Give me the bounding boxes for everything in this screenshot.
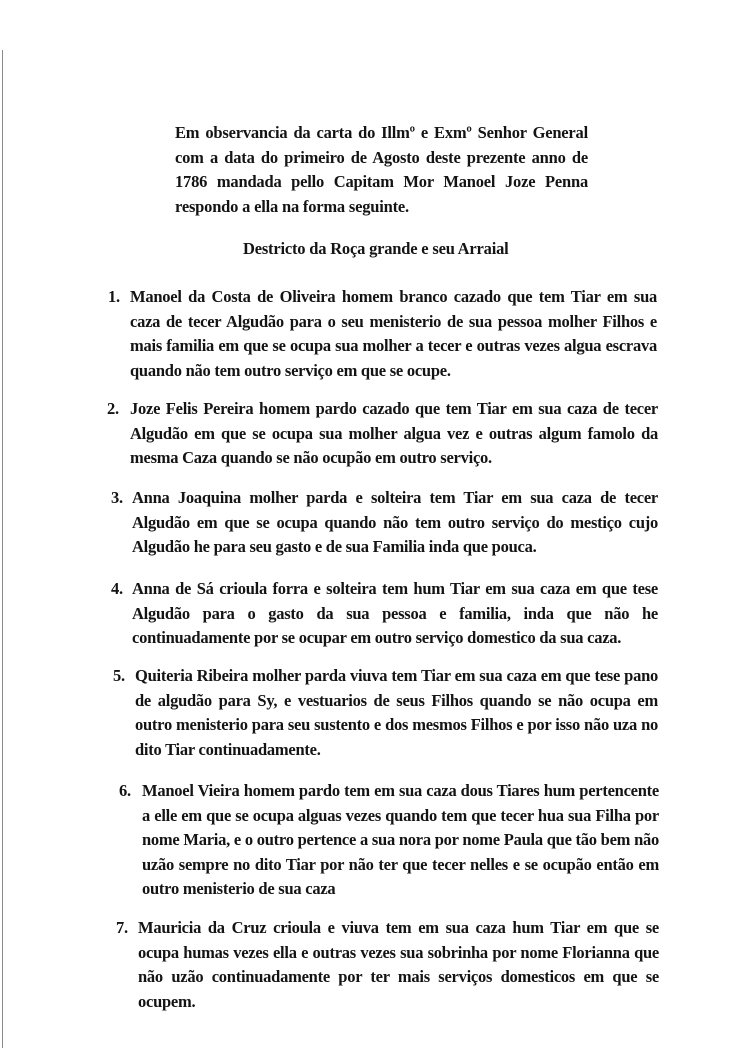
list-item-text: Mauricia da Cruz crioula e viuva tem em sua caza hum Tiar em que se ocupa humas vezes ella e outras vezes sua sobrinha por nome Florianna que não uzão continuadamente por ter mais serviços domesticos em que se ocupem. (138, 918, 659, 1011)
list-item (113, 664, 658, 762)
list-item-number: 5. (113, 666, 125, 685)
list-item (111, 577, 658, 651)
list-item-text: Anna Joaquina molher parda e solteira tem Tiar em sua caza de tecer Algudão em que se ocupa quando não tem outro serviço do mestiço cujo Algudão he para seu gasto e de sua Familia inda que pouca. (132, 488, 658, 556)
list-item (108, 285, 657, 383)
list-item-number: 7. (116, 918, 128, 937)
list-item-number: 6. (119, 781, 131, 800)
list-item-number: 3. (111, 488, 123, 507)
list-item-text: Manoel da Costa de Oliveira homem branco cazado que tem Tiar em sua caza de tecer Algudão para o seu menisterio de sua pessoa molher Filhos e mais familia em que se ocupa sua molher a tecer e outras vezes algua escrava quando não tem outro serviço em que se ocupe. (130, 287, 657, 380)
list-item (111, 486, 658, 560)
list-item-number: 1. (108, 287, 120, 306)
list-item-number: 2. (107, 399, 119, 418)
list-item-text: Manoel Vieira homem pardo tem em sua caza dous Tiares hum pertencente a elle em que se ocupa alguas vezes quando tem que tecer hua sua Filha por nome Maria, e o outro pertence a sua nora por nome Paula que tão bem não uzão sempre no dito Tiar por não ter que tecer nelles e se ocupão então em outro menisterio de sua caza (142, 781, 659, 898)
list-item-text: Quiteria Ribeira molher parda viuva tem Tiar em sua caza em que tese pano de algudão para Sy, e vestuarios de seus Filhos quando se não ocupa em outro menisterio para seu sustento e dos mesmos Filhos e por isso não uza no dito Tiar continuadamente. (135, 666, 658, 759)
list-item (107, 397, 658, 471)
list-item-text: Anna de Sá crioula forra e solteira tem hum Tiar em sua caza em que tese Algudão para o gasto da sua pessoa e familia, inda que não he continuadamente por se ocupar em outro serviço domestico da sua caza. (132, 579, 658, 647)
intro-paragraph: Em observancia da carta do Illmº e Exmº Senhor General com a data do primeiro de Agosto deste prezente anno de 1786 mandada pello Capitam Mor Manoel Joze Penna respondo a ella na forma seguinte. (175, 123, 588, 216)
list-item-text: Joze Felis Pereira homem pardo cazado que tem Tiar em sua caza de tecer Algudão em que se ocupa sua molher algua vez e outras algum famolo da mesma Caza quando se não ocupão em outro serviço. (130, 399, 658, 467)
list-item (119, 779, 659, 902)
list-item (116, 916, 659, 1014)
scan-edge-line (2, 50, 3, 1048)
district-heading: Destricto da Roça grande e seu Arraial (243, 239, 509, 258)
list-item-number: 4. (111, 579, 123, 598)
